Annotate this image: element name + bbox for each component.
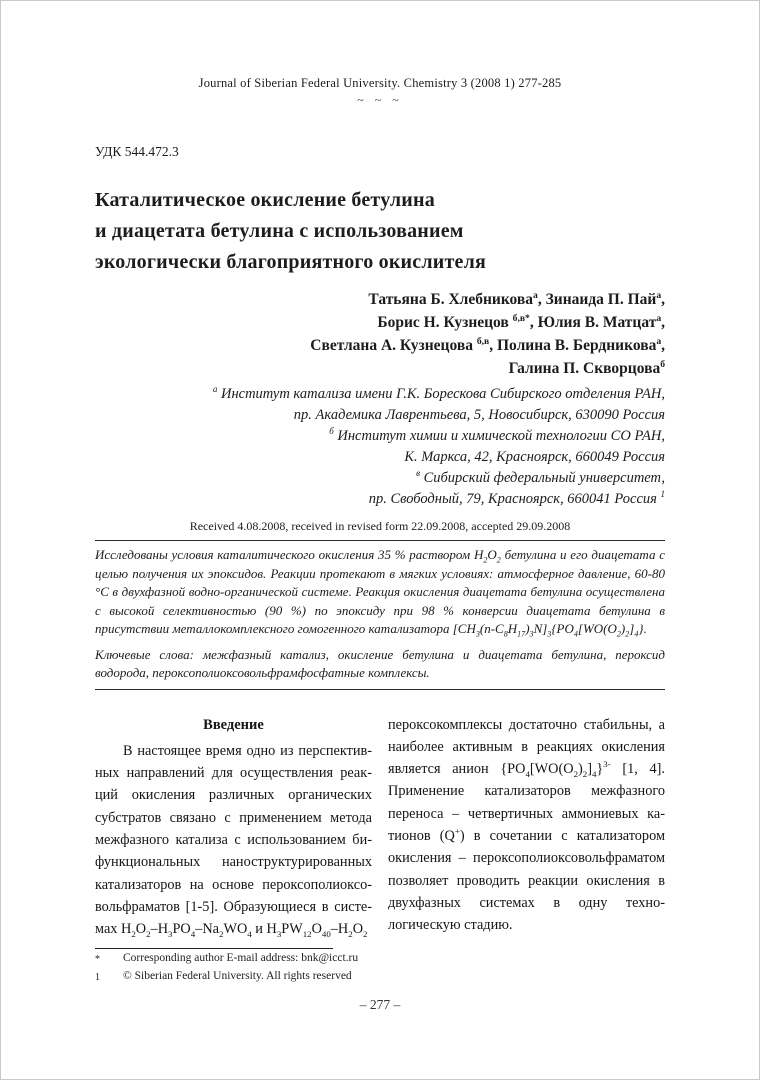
page-number: – 277 – <box>359 997 401 1012</box>
article-title-line: Каталитическое окисление бетулина <box>95 189 435 211</box>
section-heading-introduction: Введение <box>203 716 264 733</box>
right-column <box>388 714 665 941</box>
received-dates-line: Received 4.08.2008, received in revised form 22.09.2008, accepted 29.09.2008 <box>189 519 571 533</box>
header-ornament: ~ ~ ~ <box>357 93 403 107</box>
authors-block <box>95 288 665 380</box>
affiliation-line: пр. Свободный, 79, Красноярск, 660041 Россия $^1$ <box>368 489 665 507</box>
affiliation-line: К. Маркса, 42, Красноярск, 660049 Россия <box>404 449 665 465</box>
page-footer <box>95 948 665 1013</box>
article-title <box>95 185 665 278</box>
article-title-line: экологически благоприятного окислителя <box>95 251 487 273</box>
right-column-paragraph: пероксокомплексы достаточно стабильны, а наиболее активным в реакциях окисления является анион $\{PO_4[WO(O_2)_2]_4\}^{3-}$ [1, 4]. Применение катализаторов межфазного переноса – четвертичных аммониевых катионов (Q+) в сочетании с катализатором окисления – пероксополиоксовольфраматом позволяет проводить реакции окисления в двухфазных системах в одну технологическую стадию. <box>388 716 665 934</box>
footnote-marker: 1 <box>95 972 100 983</box>
author-line: Светлана А. Кузнецова $^{б,в}$, Полина В. Бердникова$^а$, <box>310 335 665 354</box>
article-title-line: и диацетата бетулина с использованием <box>95 220 464 242</box>
footnote-corresponding-author <box>95 951 665 967</box>
affiliation-line: $^а$ Институт катализа имени Г.К. Борескова Сибирского отделения РАН, <box>212 384 665 402</box>
footnote-rule <box>95 948 333 949</box>
footnote-text: Corresponding author E-mail address: bnk@icct.ru <box>123 952 359 964</box>
abstract-text: Исследованы условия каталитического окисления 35 % раствором $H_2O_2$ бетулина и его диацетата с целью получения их эпоксидов. Реакции протекают в мягких условиях: атмосферное давление, 60-80 °С в двухфазной водно-органической системе. Реакция окисления диацетата бетулина осуществлена с высокой селективностью (90 %) по эпоксиду при 98 % конверсии диацетата бетулина в присутствии металлокомплексного гомогенного катализатора $[CH_3(n-C_8H_{17})_3N]_3\{PO_4[WO(O_2)_2]_4\}$. <box>95 547 665 639</box>
author-line: Татьяна Б. Хлебникова$^а$, Зинаида П. Пай$^а$, <box>368 289 665 308</box>
affiliations-block <box>95 384 665 510</box>
udc-code: УДК 544.472.3 <box>95 144 179 159</box>
footnote-marker: * <box>95 954 100 965</box>
keywords-text: Ключевые слова: межфазный катализ, окисление бетулина и диацетата бетулина, пероксид водорода, пероксополиоксовольфрамфосфатные комплексы. <box>95 646 665 680</box>
abstract-top-rule <box>95 540 665 541</box>
affiliation-line: пр. Академика Лаврентьева, 5, Новосибирск, 630090 Россия <box>293 407 665 423</box>
footnote-copyright <box>95 969 665 985</box>
abstract-bottom-rule <box>95 689 665 690</box>
author-line: Борис Н. Кузнецов $^{б,в*}$, Юлия В. Матцат$^а$, <box>377 312 665 331</box>
left-column <box>95 714 372 941</box>
body-columns <box>95 714 665 941</box>
author-line: Галина П. Скворцова$^б$ <box>508 358 665 377</box>
footnote-text: © Siberian Federal University. All rights reserved <box>123 970 352 982</box>
affiliation-line: $^в$ Сибирский федеральный университет, <box>416 468 665 486</box>
journal-header: Journal of Siberian Federal University. Chemistry 3 (2008 1) 277-285 <box>198 76 562 90</box>
affiliation-line: $^б$ Институт химии и химической технологии СО РАН, <box>329 426 665 444</box>
left-column-paragraph: В настоящее время одно из перспективных направлений для осуществления реакций окисления различных органических субстратов связано с применением метода межфазного катализа с использованием бифункциональных наноструктурированных катализаторов на основе пероксополиоксовольфраматов [1-5]. Образующиеся в системах $H_2O_2-H_3PO_4-Na_2WO_4$ и $H_3PW_{12}O_{40}-H_2O_2$ <box>95 742 372 940</box>
